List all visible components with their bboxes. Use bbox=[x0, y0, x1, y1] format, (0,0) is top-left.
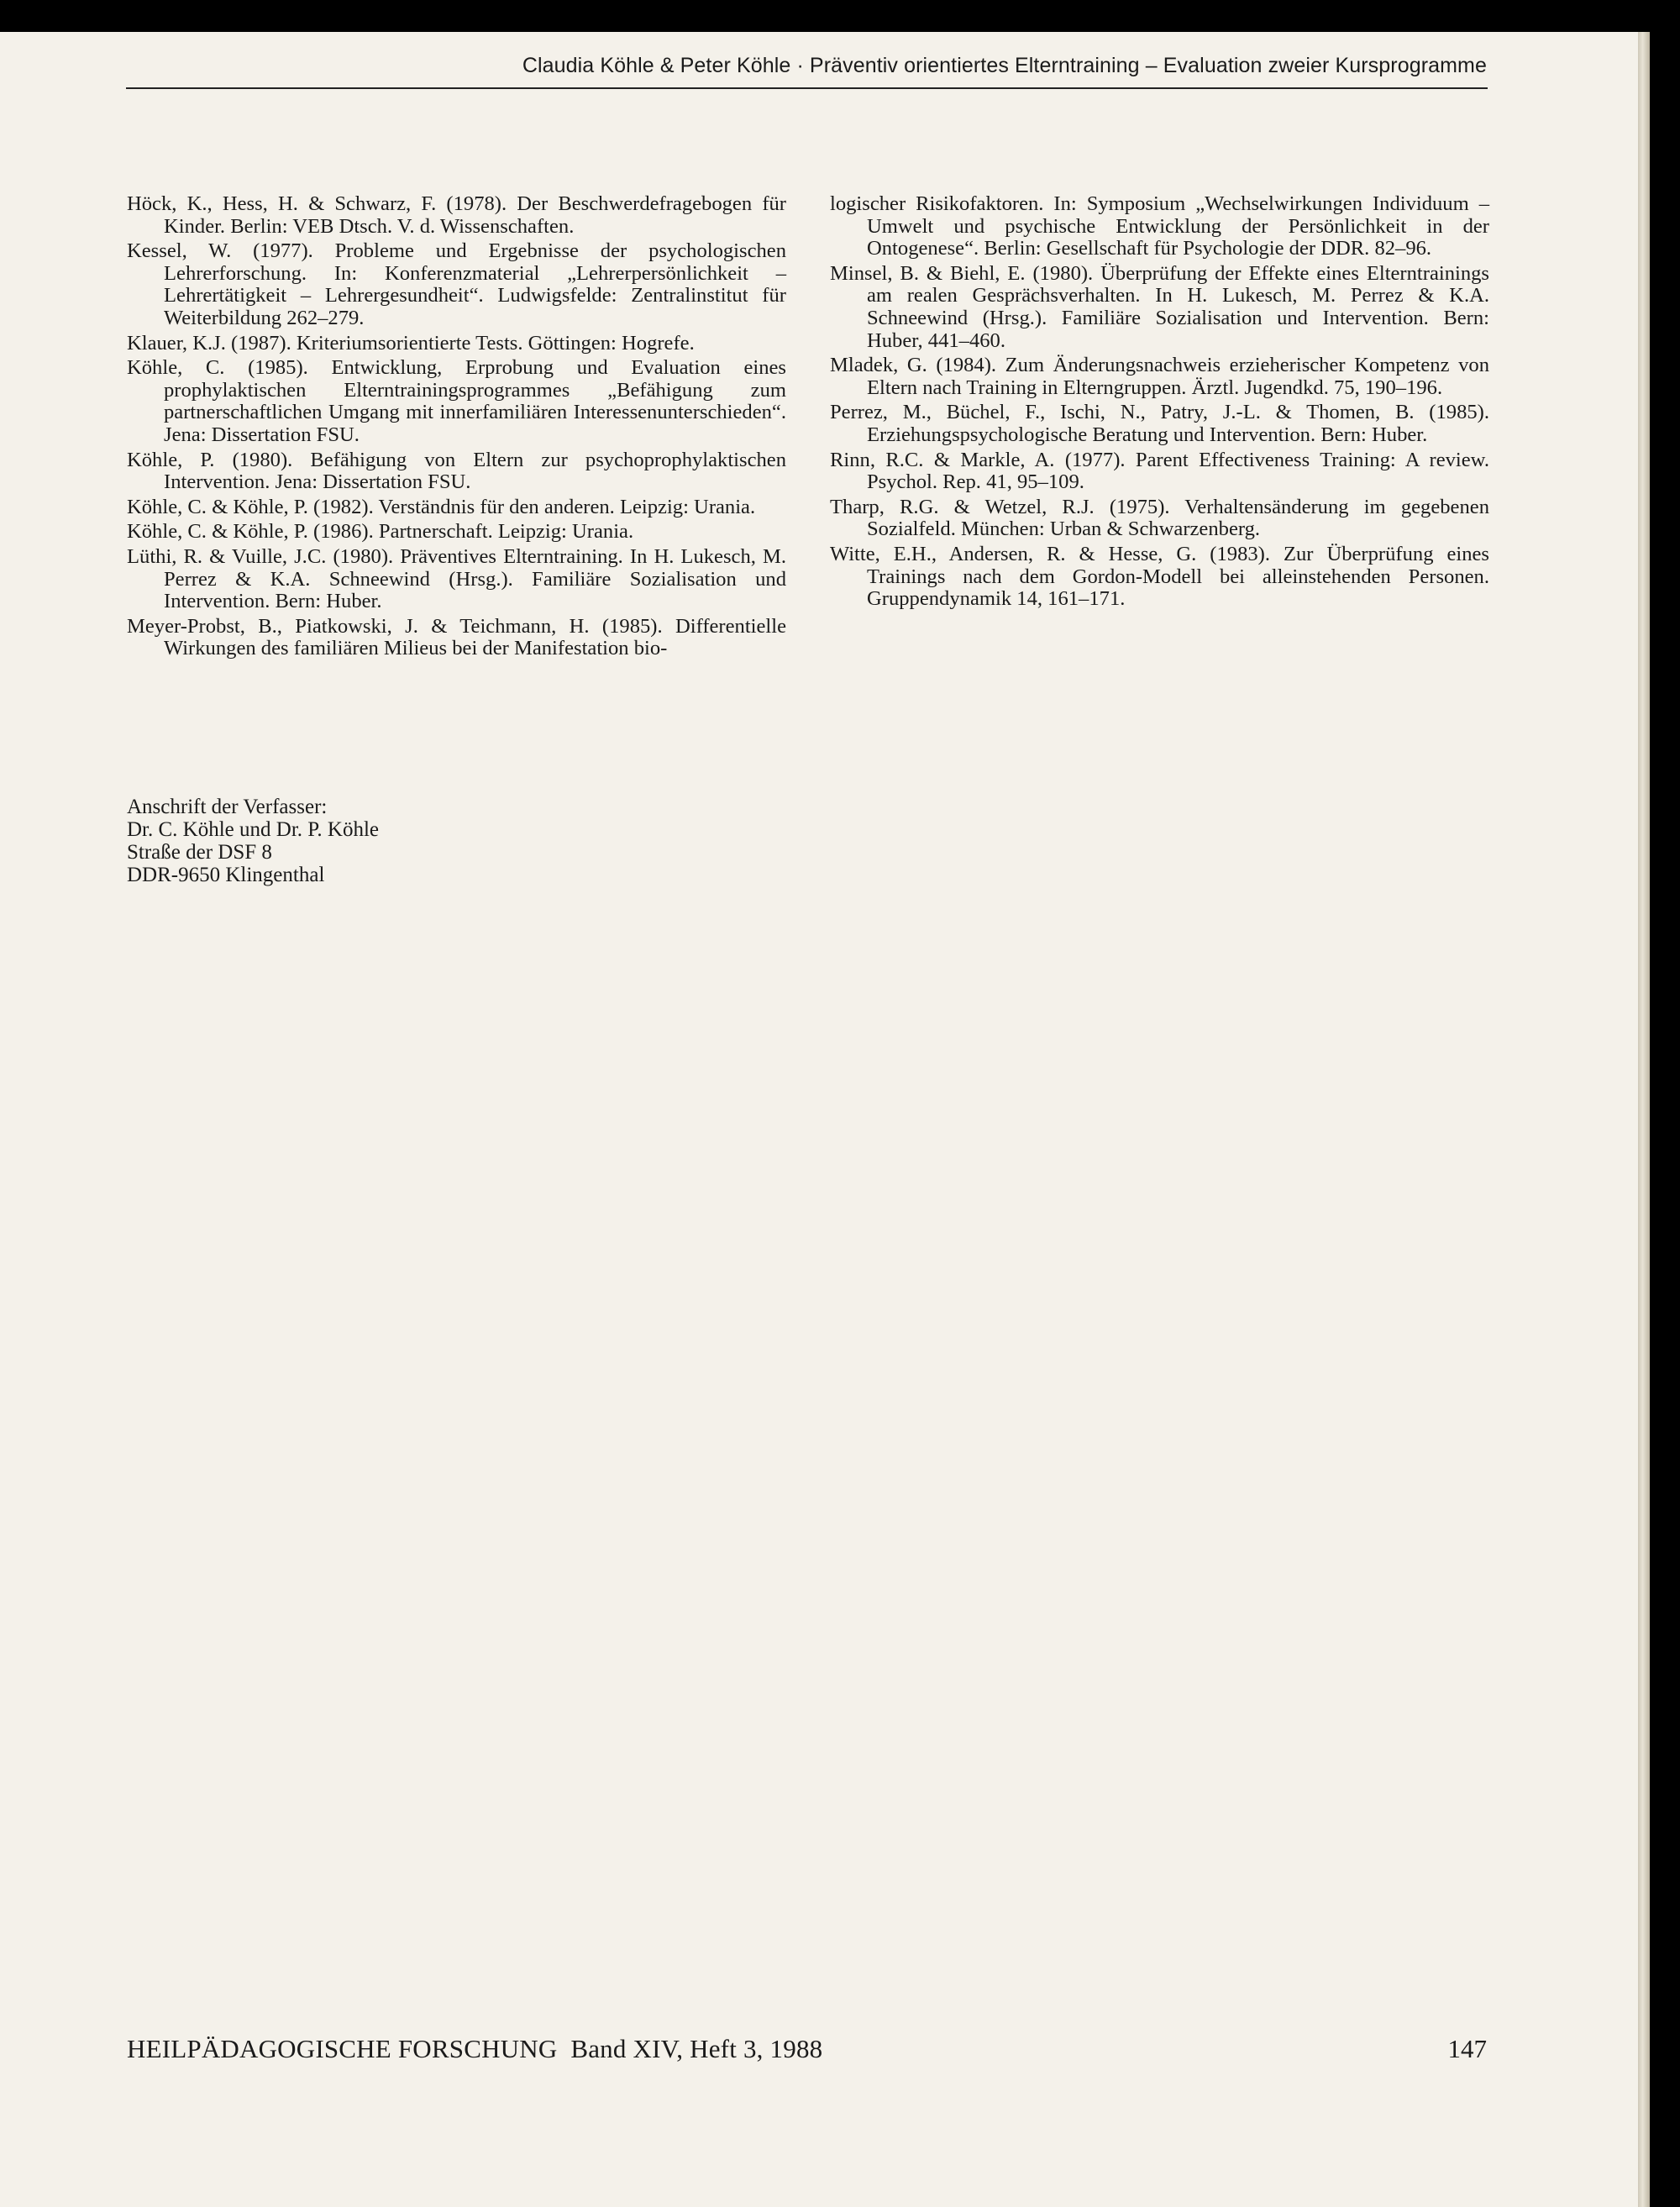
journal-footer: HEILPÄDAGOGISCHE FORSCHUNG Band XIV, Heft 3, 1988 bbox=[127, 2034, 823, 2063]
header-rule bbox=[126, 87, 1488, 89]
reference-entry: Mladek, G. (1984). Zum Änderungsnachweis erzieherischer Kompetenz von Eltern nach Training in Elterngruppen. Ärztl. Jugendkd. 75, 190–196. bbox=[830, 354, 1489, 399]
page-number: 147 bbox=[1447, 2034, 1487, 2063]
reference-entry: Lüthi, R. & Vuille, J.C. (1980). Präventives Elterntraining. In H. Lukesch, M. Perrez & K.A. Schneewind (Hrsg.). Familiäre Sozialisation und Intervention. Bern: Huber. bbox=[127, 544, 786, 613]
reference-entry: Tharp, R.G. & Wetzel, R.J. (1975). Verhaltensänderung im gegebenen Sozialfeld. München: Urban & Schwarzenberg. bbox=[830, 495, 1489, 541]
author-address bbox=[127, 796, 379, 886]
reference-entry: logischer Risikofaktoren. In: Symposium „Wechselwirkungen Individuum – Umwelt und psychische Entwicklung der Persönlichkeit in der Ontogenese“. Berlin: Gesellschaft für Psychologie der DDR. 82–96. bbox=[830, 192, 1489, 260]
reference-entry: Minsel, B. & Biehl, E. (1980). Überprüfung der Effekte eines Elterntrainings am realen Gesprächsverhalten. In H. Lukesch, M. Perrez & K.A. Schneewind (Hrsg.). Familiäre Sozialisation und Intervention. Bern: Huber, 441–460. bbox=[830, 261, 1489, 352]
running-head: Claudia Köhle & Peter Köhle · Präventiv orientiertes Elterntraining – Evaluation zweier Kursprogramme bbox=[522, 54, 1487, 77]
reference-entry: Köhle, C. (1985). Entwicklung, Erprobung und Evaluation eines prophylaktischen Elterntrainingsprogrammes „Befähigung zum partnerschaftlichen Umgang mit innerfamiliären Interessenunterschieden“. Jena: Dissertation FSU. bbox=[127, 356, 786, 446]
address-names: Dr. C. Köhle und Dr. P. Köhle bbox=[127, 818, 379, 841]
reference-entry: Köhle, C. & Köhle, P. (1986). Partnerschaft. Leipzig: Urania. bbox=[127, 520, 634, 544]
reference-entry: Klauer, K.J. (1987). Kriteriumsorientierte Tests. Göttingen: Hogrefe. bbox=[127, 331, 695, 355]
reference-entry: Köhle, C. & Köhle, P. (1982). Verständnis für den anderen. Leipzig: Urania. bbox=[127, 495, 756, 518]
reference-entry: Perrez, M., Büchel, F., Ischi, N., Patry, J.-L. & Thomen, B. (1985). Erziehungspsychologische Beratung und Intervention. Bern: Huber. bbox=[830, 401, 1489, 446]
reference-entry: Witte, E.H., Andersen, R. & Hesse, G. (1983). Zur Überprüfung eines Trainings nach dem Gordon-Modell bei alleinstehenden Personen. Gruppendynamik 14, 161–171. bbox=[830, 542, 1489, 611]
address-city: DDR-9650 Klingenthal bbox=[127, 864, 325, 886]
address-heading: Anschrift der Verfasser: bbox=[127, 796, 328, 818]
reference-entry: Köhle, P. (1980). Befähigung von Eltern zur psychoprophylaktischen Intervention. Jena: Dissertation FSU. bbox=[127, 448, 786, 494]
reference-entry: Meyer-Probst, B., Piatkowski, J. & Teichmann, H. (1985). Differentielle Wirkungen des familiären Milieus bei der Manifestation bio- bbox=[127, 614, 786, 660]
references-left-column bbox=[127, 193, 786, 663]
references-right-column bbox=[830, 193, 1489, 613]
address-street: Straße der DSF 8 bbox=[127, 841, 272, 864]
page-edge bbox=[1638, 32, 1650, 2207]
reference-entry: Höck, K., Hess, H. & Schwarz, F. (1978). Der Beschwerdefragebogen für Kinder. Berlin: VEB Dtsch. V. d. Wissenschaften. bbox=[127, 192, 786, 238]
reference-entry: Kessel, W. (1977). Probleme und Ergebnisse der psychologischen Lehrerforschung. In: Konferenzmaterial „Lehrerpersönlichkeit – Lehrertätigkeit – Lehrergesundheit“. Ludwigsfelde: Zentralinstitut für Weiterbildung 262–279. bbox=[127, 239, 786, 329]
reference-entry: Rinn, R.C. & Markle, A. (1977). Parent Effectiveness Training: A review. Psychol. Rep. 41, 95–109. bbox=[830, 448, 1489, 494]
